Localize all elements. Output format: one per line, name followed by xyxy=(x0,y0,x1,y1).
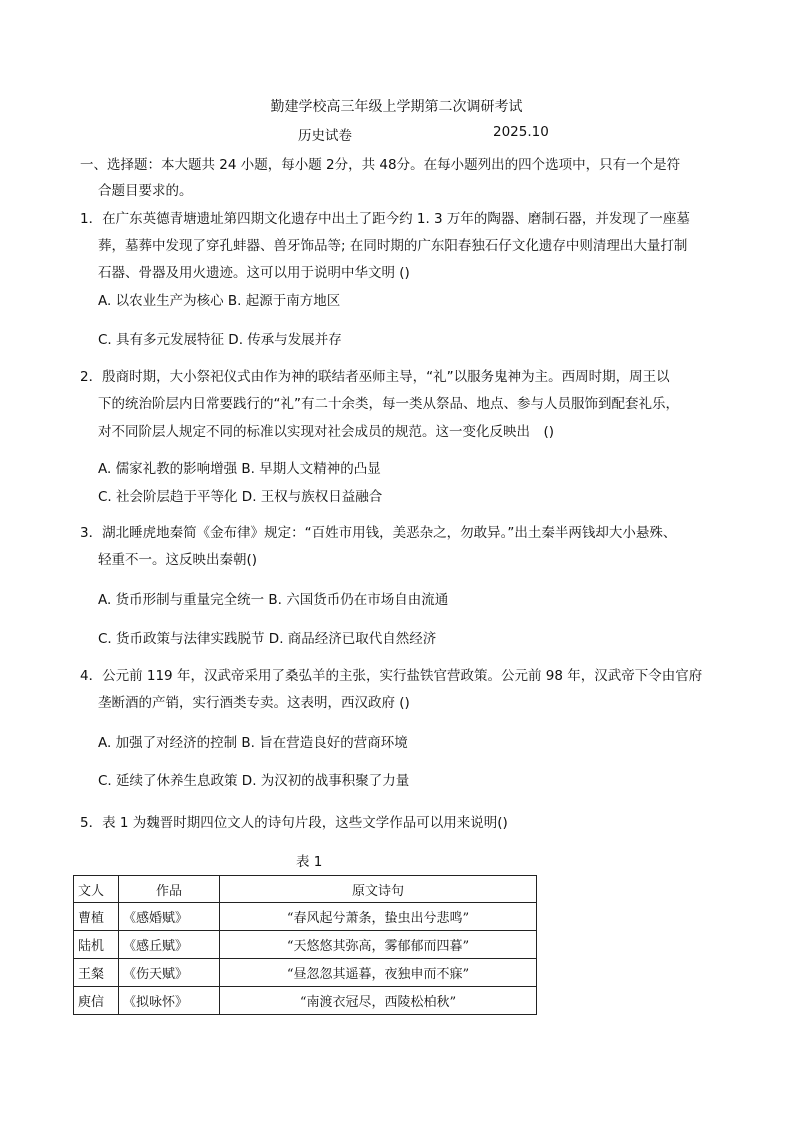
table-caption: 表 1 xyxy=(296,854,323,870)
table-header-row xyxy=(74,876,537,903)
question-3-options-cd: C. 货币政策与法律实践脱节 D. 商品经济已取代自然经济 xyxy=(98,631,437,647)
question-4-line1: 4．公元前 119 年，汉武帝采用了桑弘羊的主张，实行盐铁官营政策。公元前 98 年，汉武帝下令由官府 xyxy=(80,668,703,684)
question-4-options-ab: A. 加强了对经济的控制 B. 旨在营造良好的营商环境 xyxy=(98,735,408,751)
table-row xyxy=(74,903,537,931)
section-instructions-line1: 一、选择题：本大题共 24 小题，每小题 2分，共 48分。在每小题列出的四个选项中，只有一个是符 xyxy=(80,157,681,173)
verse-cell: “昼忽忽其遥暮，夜独申而不寐” xyxy=(220,959,537,987)
table-row xyxy=(74,959,537,987)
question-5-line1: 5．表 1 为魏晋时期四位文人的诗句片段，这些文学作品可以用来说明() xyxy=(80,815,508,831)
verse-cell: “春风起兮萧条，蛰虫出兮悲鸣” xyxy=(220,903,537,931)
header-work: 作品 xyxy=(119,876,220,903)
question-2-options-cd: C. 社会阶层趋于平等化 D. 王权与族权日益融合 xyxy=(98,489,383,505)
question-2-options-ab: A. 儒家礼教的影响增强 B. 早期人文精神的凸显 xyxy=(98,461,381,477)
subject-label: 历史试卷 xyxy=(298,128,352,144)
header-verse: 原文诗句 xyxy=(220,876,537,903)
question-1-line3: 石器、骨器及用火遗迹。这可以用于说明中华文明 () xyxy=(98,265,410,281)
verse-cell: “天悠悠其弥高，雾郁郁而四暮” xyxy=(220,931,537,959)
header-poet: 文人 xyxy=(74,876,119,903)
question-1-line1: 1．在广东英德青塘遗址第四期文化遗存中出土了距今约 1. 3 万年的陶器、磨制石器，并发现了一座墓 xyxy=(80,211,690,227)
table-row xyxy=(74,931,537,959)
work-cell: 《感丘赋》 xyxy=(119,931,220,959)
question-1-options-ab: A. 以农业生产为核心 B. 起源于南方地区 xyxy=(98,293,341,309)
verse-cell: “南渡衣冠尽，西陵松柏秋” xyxy=(220,987,537,1015)
section-instructions-line2: 合题目要求的。 xyxy=(98,183,193,199)
question-2-line3: 对不同阶层人规定不同的标准以实现对社会成员的规范。这一变化反映出 () xyxy=(98,424,555,440)
question-4-options-cd: C. 延续了休养生息政策 D. 为汉初的战事积聚了力量 xyxy=(98,773,410,789)
question-2-line2: 下的统治阶层内日常要践行的“礼”有二十余类，每一类从祭品、地点、参与人员服饰到配套礼乐， xyxy=(98,396,679,412)
exam-title: 勤建学校高三年级上学期第二次调研考试 xyxy=(270,99,523,115)
poet-cell: 王粲 xyxy=(74,959,119,987)
poet-cell: 曹植 xyxy=(74,903,119,931)
poems-table xyxy=(73,875,537,1015)
work-cell: 《伤天赋》 xyxy=(119,959,220,987)
poet-cell: 庾信 xyxy=(74,987,119,1015)
question-3-line2: 轻重不一。这反映出秦朝() xyxy=(98,552,258,568)
question-2-line1: 2．殷商时期，大小祭祀仪式由作为神的联结者巫师主导，“礼”以服务鬼神为主。西周时期，周王以 xyxy=(80,369,670,385)
question-3-options-ab: A. 货币形制与重量完全统一 B. 六国货币仍在市场自由流通 xyxy=(98,592,449,608)
exam-date: 2025.10 xyxy=(493,124,549,140)
question-1-options-cd: C. 具有多元发展特征 D. 传承与发展并存 xyxy=(98,332,342,348)
work-cell: 《感婚赋》 xyxy=(119,903,220,931)
work-cell: 《拟咏怀》 xyxy=(119,987,220,1015)
poet-cell: 陆机 xyxy=(74,931,119,959)
table-row xyxy=(74,987,537,1015)
question-4-line2: 垄断酒的产销，实行酒类专卖。这表明，西汉政府 () xyxy=(98,695,410,711)
question-1-line2: 葬，墓葬中发现了穿孔蚌器、兽牙饰品等; 在同时期的广东阳春独石仔文化遗存中则清理出大量打制 xyxy=(98,238,688,254)
question-3-line1: 3．湖北睡虎地秦简《金布律》规定：“百姓市用钱，美恶杂之，勿敢异。”出土秦半两钱却大小悬殊、 xyxy=(80,525,677,541)
